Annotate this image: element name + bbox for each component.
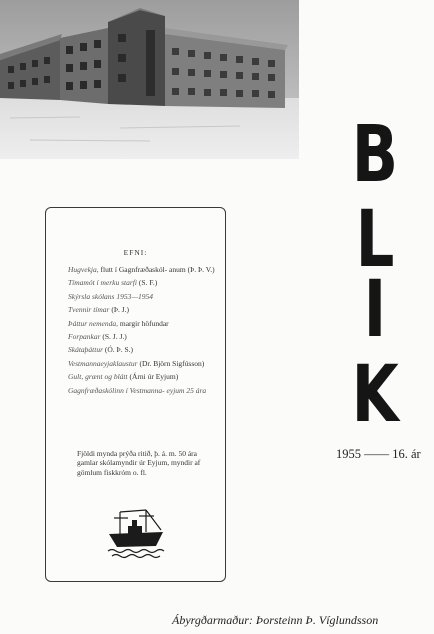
masthead-letter-b: B (351, 110, 399, 200)
entry-title: Vestmannaeyjaklaustur (68, 358, 138, 368)
contents-entry (68, 265, 218, 278)
contents-entry (68, 372, 218, 385)
issue-line (336, 447, 428, 462)
issue-year: 1955 (336, 447, 361, 461)
masthead-letter-i: I (363, 265, 387, 355)
issue-volume: 16. ár (392, 447, 421, 461)
contents-entry (68, 319, 218, 332)
entry-title: Tímamót í merku starfi (68, 278, 137, 288)
footer-editor-line (172, 613, 430, 628)
contents-entry (68, 332, 218, 345)
contents-entry (68, 386, 218, 399)
contents-heading: EFNI: (123, 248, 148, 257)
entry-title: Þáttur nemenda, (68, 318, 118, 328)
entry-author: (S. F.) (138, 278, 158, 288)
entry-title: Gult, grænt og blátt (68, 372, 128, 382)
issue-dash: —— (364, 447, 390, 461)
contents-box (45, 207, 226, 582)
entry-author: (S. J. J.) (102, 332, 127, 342)
entry-title: Forpankar (68, 332, 101, 342)
footer-name: Þorsteinn Þ. Víglundsson (255, 613, 379, 627)
entry-author: flutt í Gagnfræðaskól- anum (Þ. Þ. V.) (100, 265, 215, 274)
contents-note: Fjöldi mynda prýða ritið, þ. á. m. 50 ára gamlar skólamyndir úr Eyjum, myndir af gömlum fiskkróm o. fl. (77, 449, 201, 477)
contents-list (68, 265, 218, 399)
entry-title: Skátaþáttur (68, 345, 103, 355)
contents-entry (68, 305, 218, 318)
contents-entry (68, 345, 218, 358)
entry-author: (Þ. J.) (111, 305, 130, 315)
entry-title: Gagnfræðaskólinn í Vestmanna- eyjum 25 ára (68, 385, 207, 395)
entry-author: (Ó. Þ. S.) (104, 345, 134, 355)
contents-entry (68, 292, 218, 305)
ship-icon (106, 508, 166, 562)
contents-entry (68, 359, 218, 372)
school-building-photo (0, 0, 299, 159)
masthead-letter-l: L (355, 195, 395, 285)
masthead-letter-k: K (351, 350, 399, 440)
entry-title: Hugvekja, (68, 265, 99, 274)
footer-label: Ábyrgðarmaður: (172, 613, 253, 627)
contents-entry (68, 278, 218, 291)
entry-author: (Dr. Björn Sigfússon) (139, 358, 205, 368)
entry-author: (Árni úr Eyjum) (129, 372, 179, 382)
entry-title: Skýrsla skólans 1953—1954 (68, 291, 153, 301)
entry-author: margir höfundar (119, 318, 169, 328)
entry-title: Tvennir tímar (68, 305, 110, 315)
